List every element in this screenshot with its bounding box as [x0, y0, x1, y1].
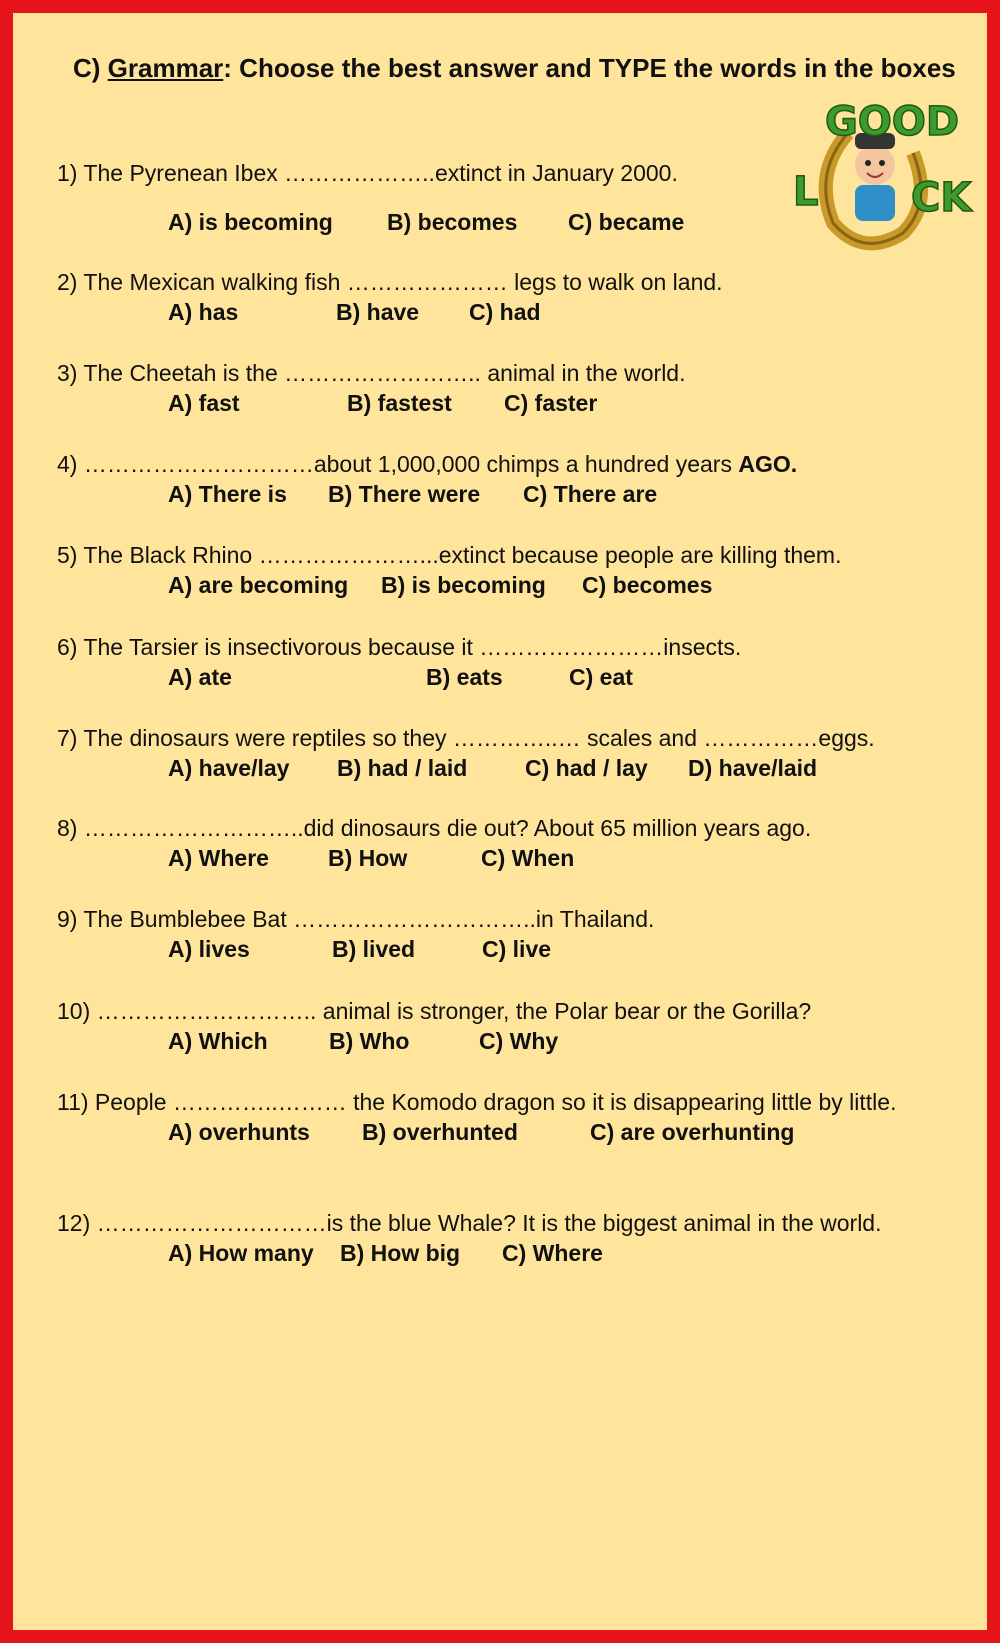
answer-option[interactable]: B) fastest	[347, 390, 452, 416]
question-7	[57, 725, 957, 785]
heading-topic: Grammar	[107, 53, 224, 83]
question-12	[57, 1210, 957, 1270]
answer-option[interactable]: B) eats	[426, 664, 503, 690]
question-stem: 11) People …………..……… the Komodo dragon so it is disappearing little by little.	[57, 1089, 897, 1115]
question-9	[57, 906, 957, 966]
answer-option[interactable]: C) live	[482, 936, 552, 962]
answer-option[interactable]: A) lives	[168, 936, 250, 962]
answer-options	[57, 390, 957, 420]
question-stem: 8) ………………………..did dinosaurs die out? About 65 million years ago.	[57, 815, 812, 841]
answer-option[interactable]: B) How big	[340, 1240, 461, 1266]
heading-instruction: : Choose the best answer and TYPE the words in the boxes	[223, 53, 956, 83]
answer-option[interactable]: C) had / lay	[525, 755, 648, 781]
question-stem-text: 4) …………………………about 1,000,000 chimps a hundred years	[57, 451, 739, 477]
answer-option[interactable]: B) becomes	[387, 209, 518, 235]
question-10	[57, 998, 957, 1058]
question-stem: 10) ……………………….. animal is stronger, the Polar bear or the Gorilla?	[57, 998, 812, 1024]
question-4	[57, 451, 957, 511]
question-stem: 9) The Bumblebee Bat …………………………..in Thailand.	[57, 906, 655, 932]
answer-option[interactable]: C) Where	[502, 1240, 603, 1266]
answer-option[interactable]: C) are overhunting	[590, 1119, 795, 1145]
answer-option[interactable]: A) ate	[168, 664, 232, 690]
answer-option[interactable]: A) are becoming	[168, 572, 349, 598]
answer-option[interactable]: A) fast	[168, 390, 240, 416]
answer-options	[57, 1119, 957, 1149]
question-8	[57, 815, 957, 875]
heading-prefix: C)	[73, 53, 108, 83]
answer-options	[57, 755, 957, 785]
answer-options	[57, 481, 957, 511]
question-stem	[57, 451, 957, 478]
question-stem: 12) …………………………is the blue Whale? It is the biggest animal in the world.	[57, 1210, 882, 1236]
answer-option[interactable]: C) becomes	[582, 572, 713, 598]
question-stem: 1) The Pyrenean Ibex ………………..extinct in January 2000.	[57, 160, 678, 186]
answer-option[interactable]: A) Which	[168, 1028, 268, 1054]
page-title	[73, 53, 956, 84]
answer-option[interactable]: C) faster	[504, 390, 598, 416]
question-stem-emphasis: AGO.	[738, 451, 798, 477]
answer-option[interactable]: B) There were	[328, 481, 481, 507]
answer-options	[57, 845, 957, 875]
question-3	[57, 360, 957, 420]
answer-option[interactable]: A) have/lay	[168, 755, 290, 781]
question-stem: 5) The Black Rhino …………………...extinct because people are killing them.	[57, 542, 842, 568]
question-1	[57, 160, 957, 239]
answer-options	[57, 1028, 957, 1058]
answer-options	[57, 936, 957, 966]
question-stem: 6) The Tarsier is insectivorous because it ……………………insects.	[57, 634, 742, 660]
answer-option[interactable]: A) overhunts	[168, 1119, 310, 1145]
question-5	[57, 542, 957, 602]
answer-option[interactable]: D) have/laid	[688, 755, 818, 781]
answer-option[interactable]: A) has	[168, 299, 239, 325]
answer-option[interactable]: C) eat	[569, 664, 633, 690]
answer-options	[57, 572, 957, 602]
answer-options	[57, 1240, 957, 1270]
question-stem: 3) The Cheetah is the …………………….. animal in the world.	[57, 360, 686, 386]
answer-option[interactable]: B) overhunted	[362, 1119, 518, 1145]
answer-option[interactable]: B) had / laid	[337, 755, 468, 781]
answer-option[interactable]: B) Who	[329, 1028, 410, 1054]
answer-options	[57, 299, 957, 329]
answer-option[interactable]: C) There are	[523, 481, 658, 507]
answer-option[interactable]: C) Why	[479, 1028, 559, 1054]
question-stem: 7) The dinosaurs were reptiles so they …………..… scales and ……………eggs.	[57, 725, 875, 751]
answer-option[interactable]: A) There is	[168, 481, 287, 507]
answer-option[interactable]: B) is becoming	[381, 572, 546, 598]
answer-option[interactable]: A) How many	[168, 1240, 314, 1266]
sticker-l-text: L	[793, 169, 819, 215]
question-11	[57, 1089, 957, 1149]
answer-options	[57, 664, 957, 694]
answer-option[interactable]: C) became	[568, 209, 685, 235]
sticker-ck-text: CK	[911, 175, 972, 221]
question-2	[57, 269, 957, 329]
answer-option[interactable]: B) lived	[332, 936, 416, 962]
answer-option[interactable]: C) had	[469, 299, 541, 325]
answer-option[interactable]: C) When	[481, 845, 575, 871]
question-6	[57, 634, 957, 694]
answer-option[interactable]: B) have	[336, 299, 420, 325]
answer-option[interactable]: A) is becoming	[168, 209, 333, 235]
question-stem: 2) The Mexican walking fish ………………… legs to walk on land.	[57, 269, 723, 295]
sticker-good-text: GOOD	[825, 99, 960, 145]
answer-option[interactable]: A) Where	[168, 845, 269, 871]
answer-options	[57, 209, 957, 239]
answer-option[interactable]: B) How	[328, 845, 408, 871]
